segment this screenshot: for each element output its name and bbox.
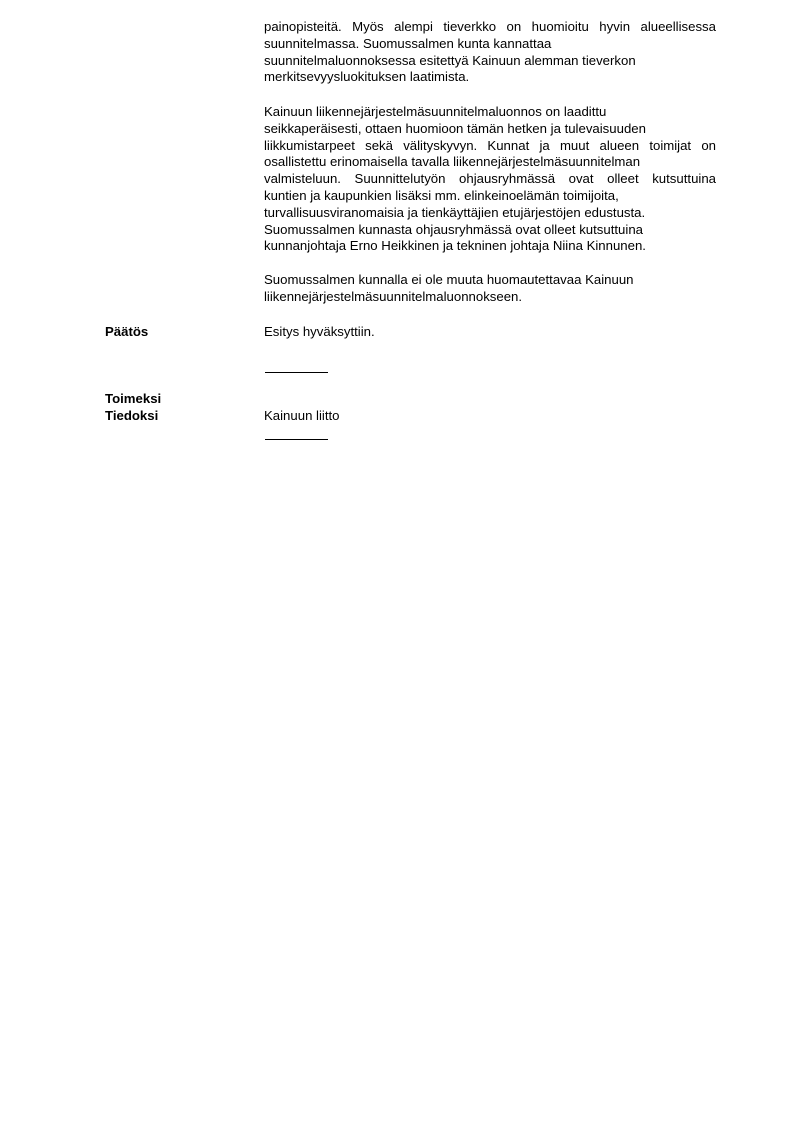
text-line: kuntien ja kaupunkien lisäksi mm. elinkeinoelämän toimijoita, <box>264 187 619 203</box>
text-line: Suomussalmen kunnasta ohjausryhmässä ovat olleet kutsuttuina <box>264 221 643 237</box>
body-paragraph-3 <box>264 272 716 306</box>
text-line: liikkumistarpeet sekä välityskyvyn. Kunnat ja muut alueen toimijat on <box>264 137 716 153</box>
tiedoksi-recipient: Kainuun liitto <box>264 408 340 423</box>
text-line: Kainuun liikennejärjestelmäsuunnitelmaluonnos on laadittu <box>264 104 607 119</box>
decision-text: Esitys hyväksyttiin. <box>264 324 375 339</box>
separator-line <box>265 372 328 373</box>
text-line: seikkaperäisesti, ottaen huomioon tämän hetken ja tulevaisuuden <box>264 120 646 136</box>
text-line: Suomussalmen kunnalla ei ole muuta huomautettavaa Kainuun <box>264 272 634 287</box>
text-line: painopisteitä. Myös alempi tieverkko on huomioitu hyvin alueellisessa <box>264 19 716 34</box>
separator-line <box>265 439 328 440</box>
text-line: suunnitelmassa. Suomussalmen kunta kannattaa <box>264 35 552 51</box>
decision-label: Päätös <box>105 324 149 339</box>
toimeksi-label: Toimeksi <box>105 391 162 406</box>
text-line: kunnanjohtaja Erno Heikkinen ja tekninen johtaja Niina Kinnunen. <box>264 238 646 254</box>
text-line: merkitsevyysluokituksen laatimista. <box>264 69 470 85</box>
text-line: valmisteluun. Suunnittelutyön ohjausryhmässä ovat olleet kutsuttuina <box>264 171 716 187</box>
text-line: liikennejärjestelmäsuunnitelmaluonnokseen. <box>264 288 523 304</box>
tiedoksi-label: Tiedoksi <box>105 408 159 423</box>
body-paragraph-1 <box>264 19 716 86</box>
text-line: osallistettu erinomaisella tavalla liikennejärjestelmäsuunnitelman <box>264 154 641 170</box>
body-paragraph-2 <box>264 104 716 255</box>
text-line: suunnitelmaluonnoksessa esitettyä Kainuun alemman tieverkon <box>264 52 636 68</box>
text-line: turvallisuusviranomaisia ja tienkäyttäjien etujärjestöjen edustusta. <box>264 204 646 220</box>
